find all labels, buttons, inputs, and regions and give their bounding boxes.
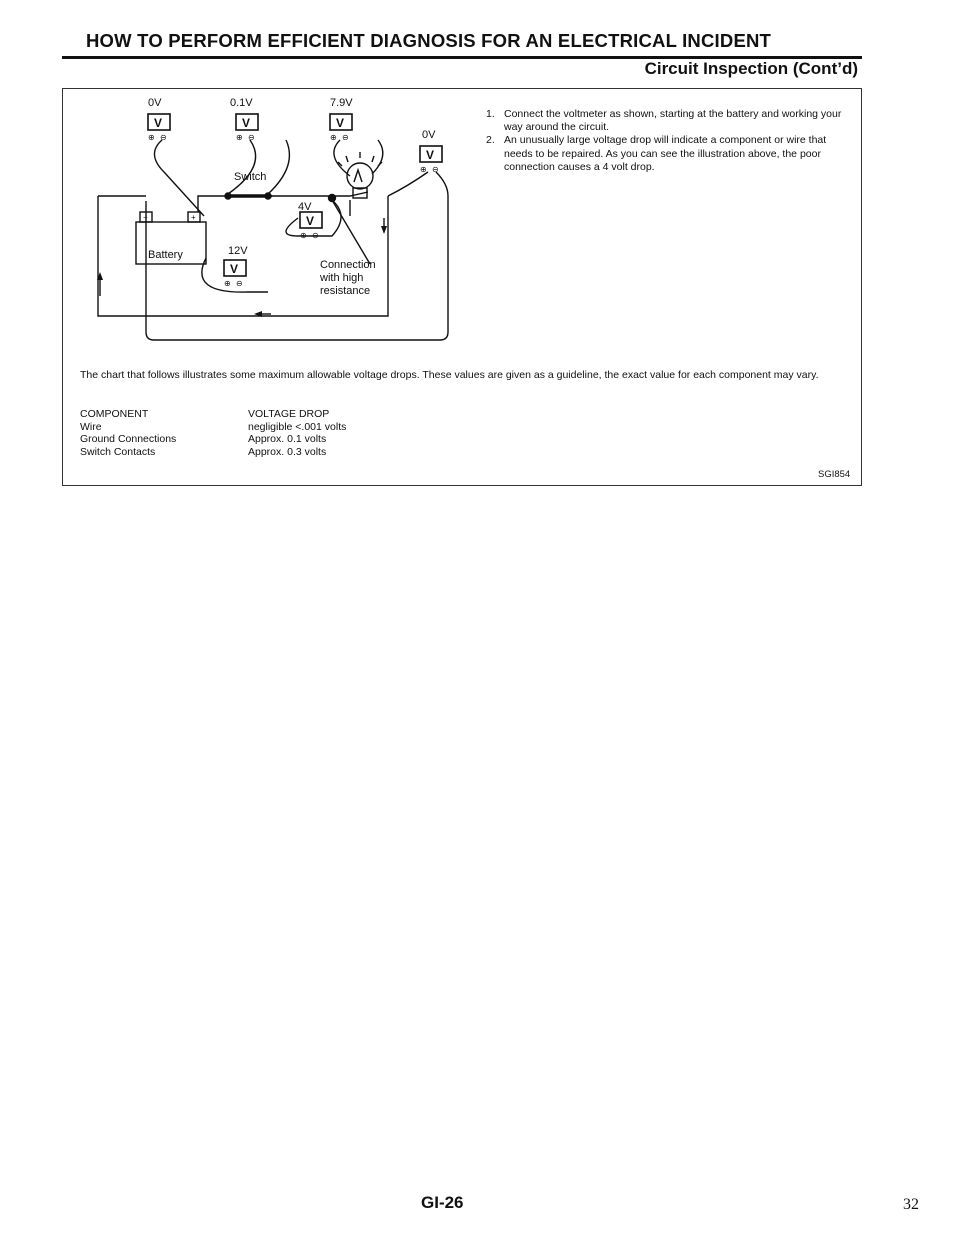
battery-neg-label: − (143, 213, 148, 222)
switch-label: Switch (234, 171, 267, 183)
meter-symbol: V (242, 116, 251, 130)
step-text: Connect the voltmeter as shown, starting at the battery and working your way around the circuit. (504, 108, 842, 134)
minus-terminal-icon: ⊖ (236, 279, 243, 288)
minus-terminal-icon: ⊖ (312, 231, 319, 240)
table-row (80, 421, 346, 434)
connection-label-2: with high (320, 272, 364, 284)
table-cell: negligible <.001 volts (248, 420, 347, 433)
plus-terminal-icon: ⊕ (236, 133, 243, 142)
probe-lead-switch-a (228, 140, 256, 194)
connection-pointer (332, 200, 370, 264)
section-subtitle: Circuit Inspection (Cont’d) (644, 59, 858, 78)
reading-battery: 12V (228, 245, 248, 257)
voltage-drop-table (80, 408, 346, 458)
meter-symbol: V (230, 262, 239, 276)
connection-label-3: resistance (320, 285, 371, 297)
figure-code: SGI854 (818, 469, 851, 480)
step-number: 1. (486, 108, 495, 120)
table-cell: Ground Connections (80, 433, 177, 446)
connection-label-1: Connection (320, 259, 376, 271)
table-header-row (80, 408, 346, 421)
minus-terminal-icon: ⊖ (432, 165, 439, 174)
minus-terminal-icon: ⊖ (342, 133, 349, 142)
step-number: 2. (486, 134, 495, 147)
minus-terminal-icon: ⊖ (160, 133, 167, 142)
reading-bulb: 7.9V (330, 97, 353, 109)
table-cell: Approx. 0.3 volts (248, 445, 327, 458)
battery-label: Battery (148, 249, 183, 261)
step-item (480, 108, 852, 134)
table-cell: Approx. 0.1 volts (248, 433, 327, 446)
column-header-voltage-drop: VOLTAGE DROP (248, 408, 330, 420)
probe-lead-ground (388, 172, 428, 196)
step-text: An unusually large voltage drop will indicate a component or wire that needs to be repaired. As you can see the illustration above, the poor connection causes a 4 volt drop. (504, 134, 827, 173)
circuit-diagram (88, 96, 468, 342)
plus-terminal-icon: ⊕ (224, 279, 231, 288)
table-cell: Wire (80, 420, 102, 433)
battery-pos-label: + (191, 213, 196, 222)
probe-lead-0v (154, 140, 204, 216)
meter-symbol: V (336, 116, 345, 130)
instruction-steps (480, 108, 852, 174)
chart-intro: The chart that follows illustrates some maximum allowable voltage drops. These values are given as a guideline, the exact value for each component may vary. (80, 369, 819, 381)
table-row (80, 433, 346, 446)
page-label: GI-26 (421, 1193, 464, 1212)
step-item (480, 134, 852, 174)
reading-switch: 0.1V (230, 97, 253, 109)
page-title: HOW TO PERFORM EFFICIENT DIAGNOSIS FOR AN ELECTRICAL INCIDENT (86, 30, 772, 51)
plus-terminal-icon: ⊕ (330, 133, 337, 142)
plus-terminal-icon: ⊕ (148, 133, 155, 142)
minus-terminal-icon: ⊖ (248, 133, 255, 142)
meter-symbol: V (426, 148, 435, 162)
reading-ground: 0V (422, 129, 436, 141)
reading-connection: 4V (298, 201, 312, 213)
plus-terminal-icon: ⊕ (300, 231, 307, 240)
page-index: 32 (903, 1196, 919, 1213)
meter-symbol: V (306, 214, 315, 228)
table-cell: Switch Contacts (80, 445, 156, 458)
reading-battery-post: 0V (148, 97, 162, 109)
meter-symbol: V (154, 116, 163, 130)
column-header-component: COMPONENT (80, 408, 149, 420)
plus-terminal-icon: ⊕ (420, 165, 427, 174)
table-row (80, 446, 346, 459)
